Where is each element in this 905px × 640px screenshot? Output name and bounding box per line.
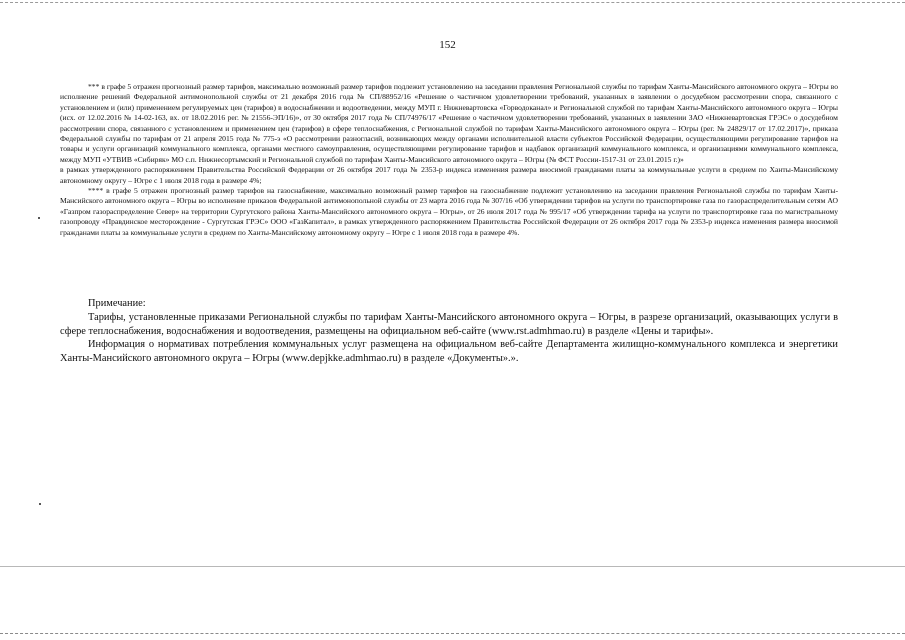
scan-speck (39, 503, 41, 505)
footnote-four-stars: **** в графе 5 отражен прогнозный размер тарифов на газоснабжение, максимально возможный размер тарифов на газоснабжение подлежит установлению на заседании правления Региональной службы по тарифам Ханты-Мансийского автономного округа – Югры во исполнение приказов Федеральной антимонопольной службы от 23 марта 2016 года № 307/16 «Об утверждении тарифов на услуги по транспортировке газа по газораспределительным сетям АО «Газпром газораспределение Север» на территории Сургутского района Ханты-Мансийского автономного округа – Югры», от 26 июля 2017 года № 995/17 «Об утверждении тарифа на услуги по транспортировке газа по магистральному газопроводу «Правдинское месторождение - Сургутская ГРЭС» ООО «ГазКапитал», в рамках утвержденного распоряжением Правительства Российской Федерации от 26 октября 2017 года № 2353-р индекса изменения размера вносимой гражданами платы за коммунальные услуги в среднем по Ханты-Мансийскому автономному округу – Югре с 1 июля 2018 года в размере 4%. (60, 186, 838, 237)
scan-edge-top (0, 2, 905, 3)
note-heading: Примечание: (88, 298, 146, 309)
note-paragraph-norms: Информация о нормативах потребления коммунальных услуг размещена на официальном веб-сайте Департамента жилищно-коммунального комплекса и энергетики Ханты-Мансийского автономного округа – Югры (www.depjkke.admhmao.ru) в разделе «Документы».». (60, 339, 838, 365)
scan-edge-bottom (0, 633, 905, 634)
note-paragraph-tariffs: Тарифы, установленные приказами Региональной службы по тарифам Ханты-Мансийского автономного округа – Югры, в разрезе организаций, оказывающих услуги в сфере теплоснабжения, водоснабжения и водоотведения, размещены на официальном веб-сайте (www.rst.admhmao.ru) в разделе «Цены и тарифы». (60, 311, 838, 337)
note-section (60, 297, 838, 366)
scan-line-bottom (0, 566, 905, 567)
footnote-three-stars-continuation: в рамках утвержденного распоряжением Правительства Российской Федерации от 26 октября 2017 года № 2353-р индекса изменения размера вносимой гражданами платы за коммунальные услуги в среднем по Ханты-Мансийскому автономному округу – Югре с 1 июля 2018 года в размере 4%; (60, 165, 838, 185)
page-number: 152 (439, 39, 456, 51)
scan-speck (38, 217, 40, 219)
footnotes-section (60, 82, 838, 238)
footnote-three-stars: *** в графе 5 отражен прогнозный размер тарифов, максимально возможный размер тарифов подлежит установлению на заседании правления Региональной службы по тарифам Ханты-Мансийского автономного округа – Югры во исполнение решений Федеральной антимонопольной службы от 21 декабря 2016 года № СП/88952/16 «Решение о частичном удовлетворении требований, указанных в заявлении о досудебном рассмотрении спора, связанного с установлением и (или) применением регулируемых цен (тарифов) в водоснабжении и водоотведении, между МУП г. Нижневартовска «Горводоканал» и Региональной службой по тарифам Ханты-Мансийского автономного округа – Югры (исх. от 12.02.2016 № 14-02-163, вх. от 18.02.2016 рег. № 21556-ЭП/16)», от 30 октября 2017 года № СП/74976/17 «Решение о частичном удовлетворении требований, указанных в заявлении ЗАО «Нижневартовская ГРЭС» о досудебном рассмотрении спора, связанного с установлением и применением цен (тарифов) в сфере теплоснабжения, с Региональной службой по тарифам Ханты-Мансийского автономного округа – Югры (рег. № 24829/17 от 17.02.2017)», приказа Федеральной службы по тарифам от 21 апреля 2015 года № 775-э «О рассмотрении разногласий, возникающих между органами исполнительной власти субъектов Российской Федерации, осуществляющими регулирование тарифов на товары и услуги организаций коммунального комплекса, органами местного самоуправления, осуществляющими регулирование тарифов и надбавок организаций коммунального комплекса, и организациями коммунального комплекса, между МУП «УТВИВ «Сибиряк» МО с.п. Нижнесортымский и Региональной службой по тарифам Ханты-Мансийского автономного округа – Югры (№ ФСТ России-1517-31 от 23.01.2015 г.)» (60, 82, 838, 164)
